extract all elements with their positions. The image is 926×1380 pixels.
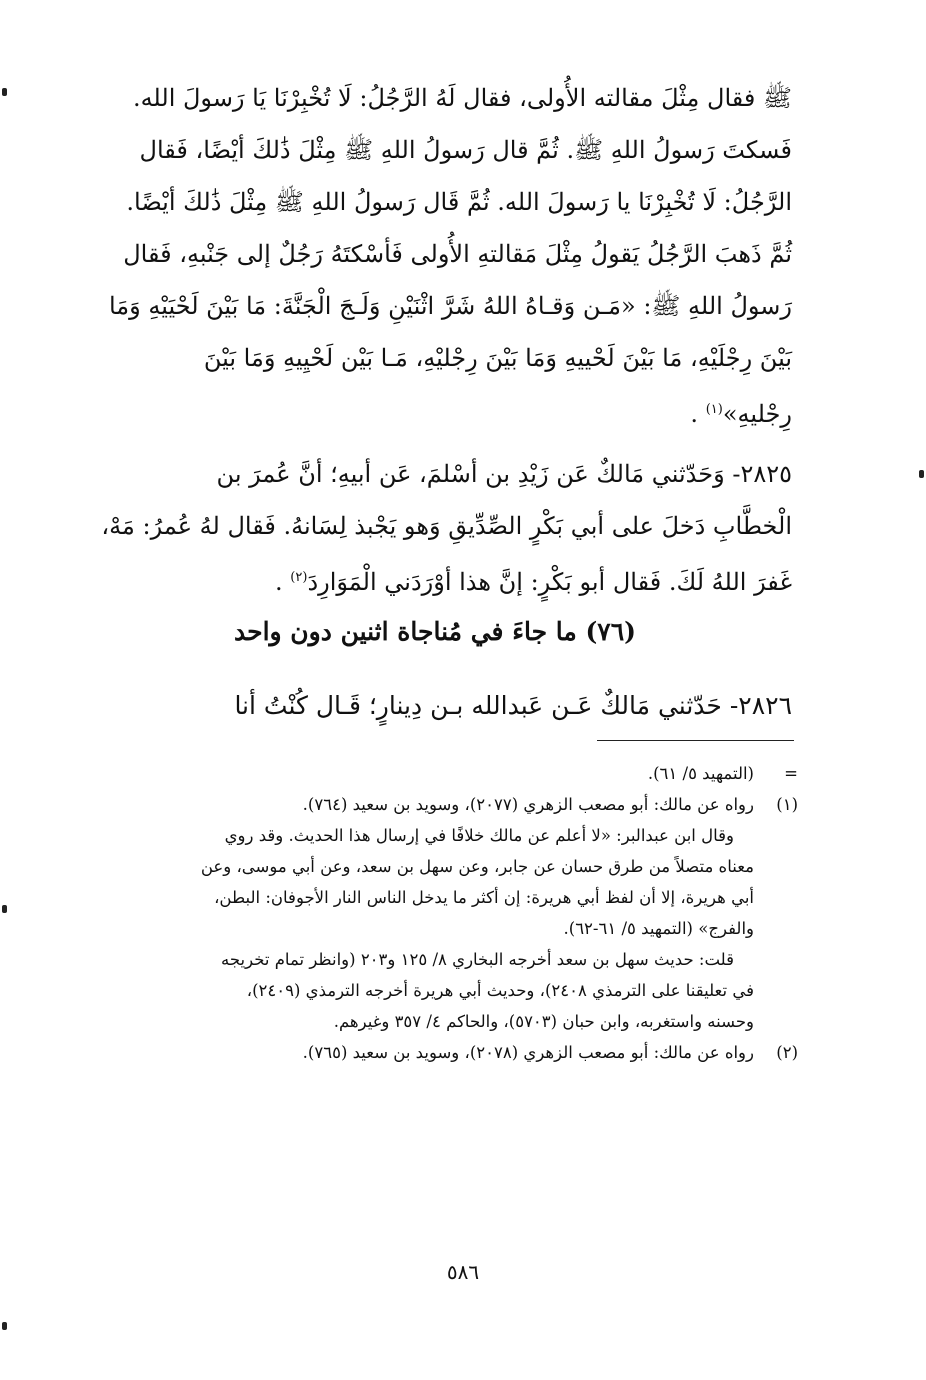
scan-mark: [2, 1322, 7, 1330]
footnote-2: [62, 1037, 798, 1068]
footnote-line: أبي هريرة، إلا أن لفظ أبي هريرة: إن أكثر ما يدخل الناس النار الأجوفان: البطن،: [214, 888, 754, 907]
scan-mark: [2, 905, 7, 913]
footnote-line: وحسنه واستغربه، وابن حبان (٥٧٠٣)، والحاكم ٤/ ٣٥٧ وغيرهم.: [333, 1012, 754, 1031]
footnote-number: (٢): [776, 1043, 798, 1062]
page-number: ٥٨٦: [446, 1260, 480, 1284]
text-line: ثُمَّ ذَهبَ الرَّجُلُ يَقولُ مِثْلَ مَقالتهِ الأُولى فَأسْكتَهُ رَجُلٌ إلى جَنْبهِ، فَقال: [123, 240, 792, 268]
line-end: .: [690, 400, 706, 428]
text-line-last: [78, 384, 792, 440]
text-line: بَيْنَ رِجْلَيْهِ، مَا بَيْنَ لَحْييهِ وَمَا بَيْنَ رِجْليْهِ، مَـا بَيْن لَحْيِيهِ وَمَا بَيْنَ: [203, 344, 792, 372]
footnote-line: والفرج» (التمهيد ٥/ ٦١-٦٢).: [563, 919, 754, 938]
footnote-continuation: [62, 758, 798, 789]
text-line: ٢٨٢٦- حَدّثني مَالكٌ عَـن عَبدالله بـن دِينارٍ؛ قَـال كُنْتُ أنا: [234, 691, 792, 720]
hadith-paragraph-2826: [78, 680, 792, 732]
footnote-text: رواه عن مالك: أبو مصعب الزهري (٢٠٧٨)، وسويد بن سعيد (٧٦٥).: [302, 1043, 754, 1062]
footnote-line: في تعليقنا على الترمذي ٢٤٠٨)، وحديث أبي هريرة أخرجه الترمذي (٢٤٠٩)،: [246, 981, 754, 1000]
footnote-1-paragraph-b: [62, 944, 798, 1037]
line-text: رِجْليهِ»: [722, 400, 792, 428]
footnote-text: رواه عن مالك: أبو مصعب الزهري (٢٠٧٧)، وسويد بن سعيد (٧٦٤).: [302, 795, 754, 814]
footnote-reference: (٢): [290, 570, 308, 585]
line-text: غَفرَ اللهُ لَكَ. فَقال أبو بَكْرٍ: إنَّ هذا أوْرَدَني الْمَوَارِدَ: [307, 568, 792, 596]
text-line: الْخطَّابِ دَخلَ على أبي بَكْرٍ الصِّدِّيقِ وَهو يَجْبذ لِسَانهُ. فَقال لهُ عُمرُ: مَهْ،: [101, 512, 792, 540]
footnotes: [62, 758, 798, 1068]
footnote-1: [62, 789, 798, 820]
footnote-1-paragraph-a: [62, 820, 798, 944]
text-line: رَسولُ اللهِ ﷺ: «مَـن وَقـاهُ اللهُ شَرَّ اثْنَيْنِ وَلَـجَ الْجَنَّةَ: مَا بَيْنَ لَحْيَيْهِ وَمَا: [108, 292, 792, 320]
footnote-line: معناه متصلاً من طرق حسان عن جابر، وعن سهل بن سعد، وعن أبي موسى، وعن: [200, 857, 754, 876]
text-line-last: [78, 552, 792, 608]
footnote-separator: [597, 740, 794, 741]
footnote-line: وقال ابن عبدالبر: «لا أعلم عن مالك خلافًا في إرسال هذا الحديث. وقد روي: [224, 826, 734, 845]
text-line: ٢٨٢٥- وَحَدّثني مَالكٌ عَن زَيْدِ بن أسْلمَ، عَن أبيهِ؛ أنَّ عُمرَ بن: [216, 460, 792, 488]
section-heading: (٧٦) ما جاءَ في مُناجاة اثنين دون واحد: [234, 617, 636, 646]
footnote-number: (١): [776, 795, 798, 814]
line-end: .: [275, 568, 291, 596]
text-line: فَسكتَ رَسولُ اللهِ ﷺ. ثُمَّ قال رَسولُ اللهِ ﷺ مِثْلَ ذَٰلكَ أيْضًا، فَقال: [139, 136, 792, 164]
scan-mark: [919, 470, 924, 478]
scan-mark: [2, 88, 7, 96]
footnote-text: (التمهيد ٥/ ٦١).: [647, 764, 754, 783]
hadith-paragraph-2825: [78, 448, 792, 608]
text-line: ﷺ فقال مِثْلَ مقالته الأُولى، فقال لَهُ الرَّجُلُ: لَا تُخْبِرْنَا يَا رَسولَ الله.: [132, 84, 792, 112]
hadith-paragraph-1: [78, 72, 792, 440]
continuation-marker: =: [784, 764, 798, 783]
footnote-reference: (١): [705, 402, 723, 417]
text-line: الرَّجُلُ: لَا تُخْبِرْنَا يا رَسولَ الله. ثُمَّ قَال رَسولُ اللهِ ﷺ مِثْلَ ذَٰلكَ أيْضًا.: [126, 188, 792, 216]
footnote-line: قلت: حديث سهل بن سعد أخرجه البخاري ٨/ ١٢٥ و٢٠٣ (وانظر تمام تخريجه: [221, 950, 734, 969]
